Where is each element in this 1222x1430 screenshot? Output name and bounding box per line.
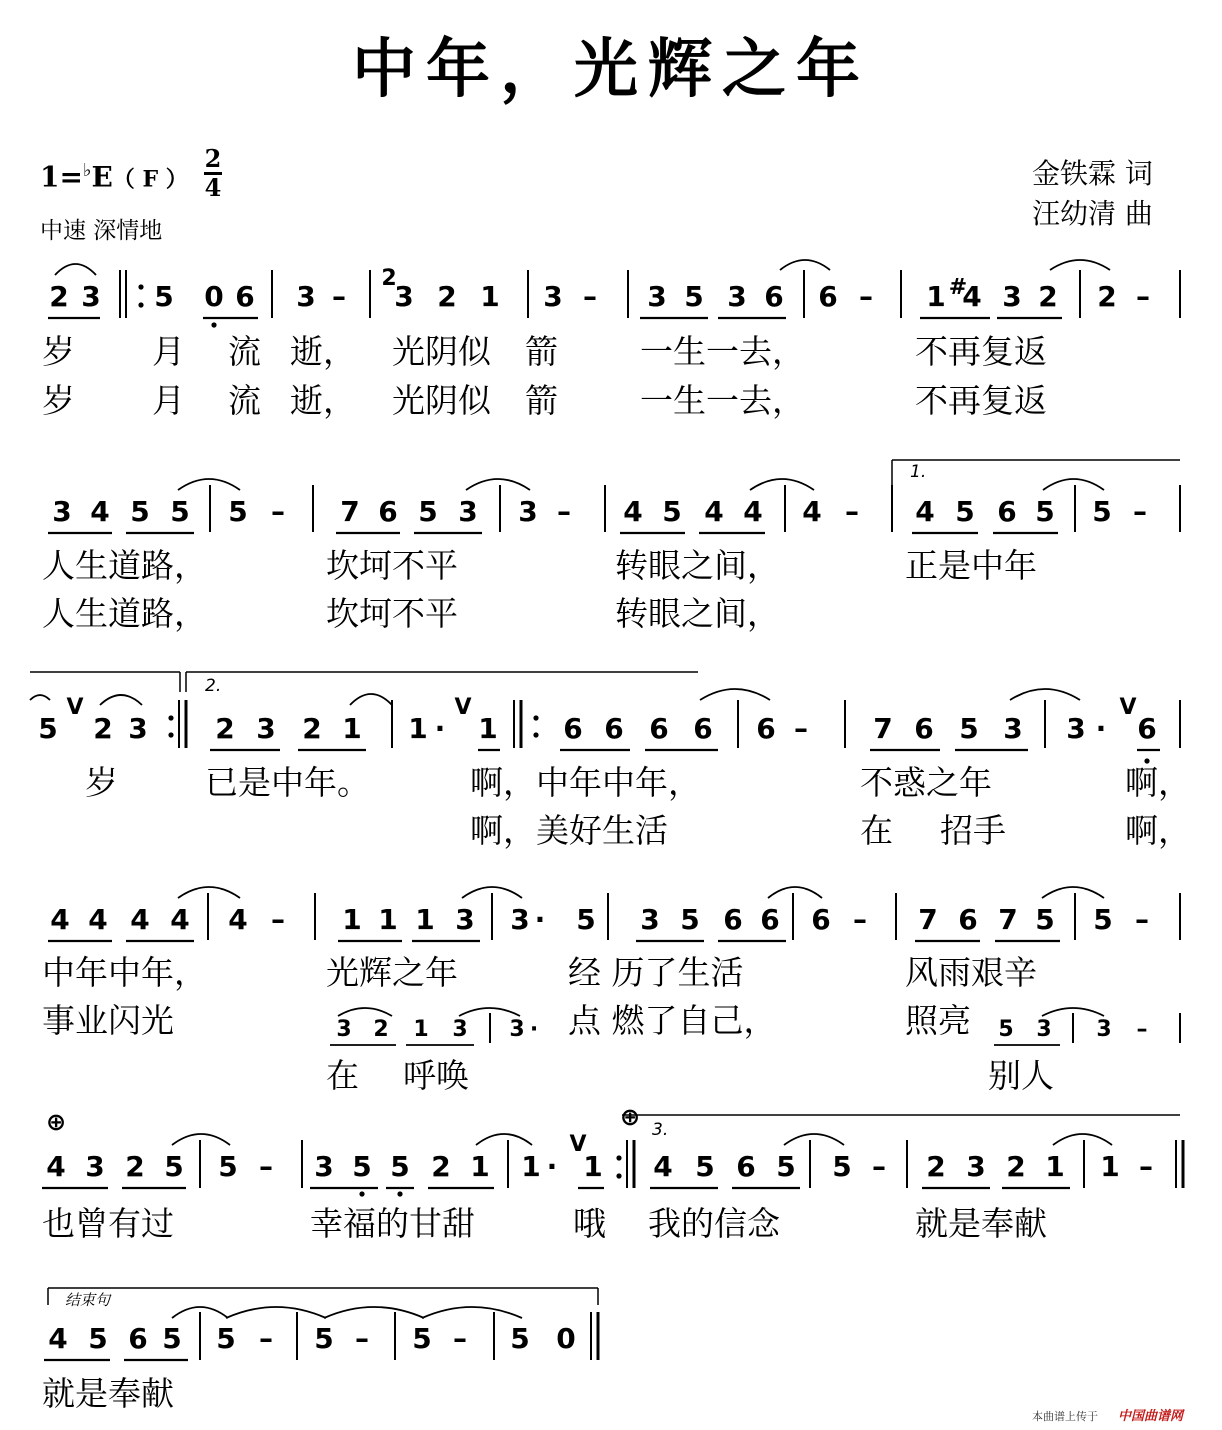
note: 2: [431, 1150, 451, 1183]
key-main: E: [91, 160, 113, 194]
note: 7: [998, 903, 1018, 936]
time-top: 2: [204, 144, 222, 173]
note: 3: [394, 280, 414, 313]
note: 5: [576, 903, 596, 936]
tie-arc: [1042, 887, 1104, 898]
composer: 汪幼清 曲: [1032, 197, 1153, 230]
note: 4: [48, 1322, 68, 1355]
note: 6: [128, 1322, 148, 1355]
note: –: [271, 495, 285, 528]
octave-dot: [359, 1191, 364, 1196]
volta-3-label: 3.: [652, 1120, 669, 1140]
note: –: [557, 495, 571, 528]
note: 6: [997, 495, 1017, 528]
repeat-dot: [168, 715, 173, 720]
note: 6: [764, 280, 784, 313]
note: –: [259, 1150, 273, 1183]
flat-sign: ♭: [82, 160, 92, 181]
note: 2: [926, 1150, 946, 1183]
note: 6: [693, 712, 713, 745]
note: 4: [623, 495, 643, 528]
note: 5: [170, 495, 190, 528]
lyric: 已是中年。: [205, 763, 370, 802]
note: 1: [342, 903, 362, 936]
note: 5: [510, 1322, 530, 1355]
note: 5: [88, 1322, 108, 1355]
lyric: 月: [152, 332, 185, 371]
alt-note: 3: [452, 1017, 468, 1042]
note: 6: [563, 712, 583, 745]
lyric: 不惑之年: [860, 763, 992, 802]
alt-note: 3: [509, 1017, 525, 1042]
lyric: 光辉之年: [326, 953, 458, 992]
note: 3: [1002, 280, 1022, 313]
note: 6: [811, 903, 831, 936]
repeat-dot: [533, 715, 538, 720]
note: 5: [776, 1150, 796, 1183]
octave-dot: [397, 1191, 402, 1196]
note: ·: [546, 1150, 558, 1183]
lyric: 不再复返: [915, 381, 1047, 420]
note: 5: [684, 280, 704, 313]
note: 6: [736, 1150, 756, 1183]
note: 3: [314, 1150, 334, 1183]
note: –: [453, 1322, 467, 1355]
alt-note: 3: [1096, 1017, 1112, 1042]
note: 6: [756, 712, 776, 745]
tie-arc: [1043, 479, 1104, 490]
lyric: 光阴似: [392, 381, 491, 420]
note: –: [872, 1150, 886, 1183]
note: 0: [204, 280, 224, 313]
note: 5: [314, 1322, 334, 1355]
time-change-top: 2: [381, 266, 397, 291]
repeat-dot: [616, 1173, 621, 1178]
lyric: 照亮: [905, 1001, 971, 1040]
note: –: [845, 495, 859, 528]
note: 6: [235, 280, 255, 313]
note: 4: [130, 903, 150, 936]
note: –: [859, 280, 873, 313]
lyric: 流: [228, 381, 261, 420]
note: 3: [81, 280, 101, 313]
tie-arc: [476, 1134, 532, 1145]
lyric: 箭: [525, 381, 558, 420]
repeat-dot: [168, 732, 173, 737]
alt-note: 5: [998, 1017, 1014, 1042]
note: 1: [408, 712, 428, 745]
note: 1: [583, 1150, 603, 1183]
tie-arc: [30, 695, 50, 700]
lyric: 岁: [42, 332, 75, 371]
note: –: [1136, 280, 1150, 313]
page-title: 中年，光辉之年: [352, 32, 870, 107]
note: –: [271, 903, 285, 936]
breath-mark: V: [454, 695, 472, 720]
lyric: 逝，: [290, 332, 356, 371]
note: 6: [914, 712, 934, 745]
note: 5: [412, 1322, 432, 1355]
note: 2: [1006, 1150, 1026, 1183]
alt-note: 3: [1036, 1017, 1052, 1042]
repeat-dot: [616, 1155, 621, 1160]
note: 2: [49, 280, 69, 313]
upload-text: 本曲谱上传于: [1032, 1410, 1098, 1423]
lyric: 转眼之间，: [615, 594, 780, 633]
note: 5: [130, 495, 150, 528]
repeat-dot: [138, 284, 143, 289]
note: 4: [653, 1150, 673, 1183]
lyric: 就是奉献: [915, 1204, 1047, 1243]
note: –: [853, 903, 867, 936]
tie-arc: [1050, 260, 1110, 270]
lyric: 转眼之间，: [615, 546, 780, 585]
lyric: 点 燃了自己，: [568, 1001, 777, 1040]
note: 5: [228, 495, 248, 528]
alt-note: –: [1136, 1017, 1148, 1042]
note: 5: [162, 1322, 182, 1355]
note: 3: [727, 280, 747, 313]
tie-arc: [768, 887, 822, 898]
note: 3: [128, 712, 148, 745]
note: 4: [915, 495, 935, 528]
volta-2-label: 2.: [205, 676, 222, 696]
lyric: 中年中年，: [42, 953, 207, 992]
note: 5: [1035, 903, 1055, 936]
note: 3: [647, 280, 667, 313]
note: –: [355, 1322, 369, 1355]
note: 7: [918, 903, 938, 936]
note: 3: [458, 495, 478, 528]
note: –: [1135, 903, 1149, 936]
note: 6: [649, 712, 669, 745]
note: 2: [1097, 280, 1117, 313]
octave-dot: [211, 322, 216, 327]
lyric: 人生道路，: [42, 546, 207, 585]
lyric: 事业闪光: [42, 1001, 174, 1040]
lyric: 风雨艰辛: [905, 953, 1037, 992]
note: 6: [723, 903, 743, 936]
note: 3: [510, 903, 530, 936]
site-logo: 中国曲谱网: [1118, 1409, 1184, 1424]
note: 5: [1035, 495, 1055, 528]
lyric: 就是奉献: [42, 1374, 174, 1413]
lyric: 箭: [525, 332, 558, 371]
tie-arc: [780, 260, 830, 270]
lyric: 逝，: [290, 381, 356, 420]
lyric: 一生一去，: [640, 332, 805, 371]
lyric: 月: [152, 381, 185, 420]
note: 5: [216, 1322, 236, 1355]
note: 3: [966, 1150, 986, 1183]
note: 2: [437, 280, 457, 313]
lyric: 坎坷不平: [326, 546, 458, 585]
note: 6: [604, 712, 624, 745]
note: 4: [228, 903, 248, 936]
note: 1: [926, 280, 946, 313]
note: 5: [352, 1150, 372, 1183]
tie-arc: [350, 694, 392, 705]
tie-arc: [466, 479, 530, 490]
lyric: 也曾有过: [42, 1204, 174, 1243]
tie-arc: [784, 1134, 844, 1145]
note: –: [259, 1322, 273, 1355]
lyric: 呼唤: [403, 1056, 469, 1095]
lyric: 别人: [988, 1056, 1054, 1095]
note: 4: [88, 903, 108, 936]
note: 6: [378, 495, 398, 528]
lyric: 一生一去，: [640, 381, 805, 420]
lyric: 幸福的甘甜: [310, 1204, 475, 1243]
lyric: 正是中年: [905, 546, 1037, 585]
ending-label: 结束句: [65, 1291, 111, 1309]
note: 1: [415, 903, 435, 936]
alt-note: ·: [529, 1017, 539, 1042]
note: 1: [470, 1150, 490, 1183]
alt-note: 2: [373, 1017, 389, 1042]
alt-note: 3: [336, 1017, 352, 1042]
note: ·: [1095, 712, 1107, 745]
note: 3: [256, 712, 276, 745]
tie-arc: [338, 1008, 392, 1016]
note: –: [583, 280, 597, 313]
note: 3: [52, 495, 72, 528]
lyric: 啊，: [1125, 763, 1191, 802]
note: 5: [418, 495, 438, 528]
note: 5: [662, 495, 682, 528]
repeat-dot: [533, 732, 538, 737]
note: –: [1139, 1150, 1153, 1183]
note: 3: [296, 280, 316, 313]
lyric: 不再复返: [915, 332, 1047, 371]
note: 3: [455, 903, 475, 936]
note: 3: [543, 280, 563, 313]
tie-arc: [700, 689, 770, 700]
tie-arc: [55, 264, 96, 275]
lyric: 坎坷不平: [326, 594, 458, 633]
note: 4: [170, 903, 190, 936]
key-prefix: 1=: [40, 160, 83, 194]
note: 5: [680, 903, 700, 936]
note: 7: [873, 712, 893, 745]
note: ·: [534, 903, 546, 936]
note: 0: [556, 1322, 576, 1355]
note: 6: [958, 903, 978, 936]
note: 5: [832, 1150, 852, 1183]
note: 1: [478, 712, 498, 745]
note: 4: [962, 280, 982, 313]
note: 1: [1100, 1150, 1120, 1183]
note: –: [332, 280, 346, 313]
lyric: 岁: [42, 381, 75, 420]
note: 1: [342, 712, 362, 745]
note: 2: [125, 1150, 145, 1183]
note: 2: [1038, 280, 1058, 313]
lyric: 经 历了生活: [568, 953, 744, 992]
lyric: 哦: [573, 1204, 606, 1243]
note: 4: [90, 495, 110, 528]
note: 5: [1093, 903, 1113, 936]
tie-arc: [1010, 689, 1080, 700]
note: 1: [480, 280, 500, 313]
lyric: 光阴似: [392, 332, 491, 371]
lyric: 人生道路，: [42, 594, 207, 633]
note: 7: [340, 495, 360, 528]
note: 4: [743, 495, 763, 528]
note: 1: [378, 903, 398, 936]
note: 5: [695, 1150, 715, 1183]
note: 6: [760, 903, 780, 936]
alt-note: 1: [413, 1017, 429, 1042]
note: 4: [704, 495, 724, 528]
note: 1: [521, 1150, 541, 1183]
note: 3: [518, 495, 538, 528]
note: 6: [1137, 712, 1157, 745]
note: 2: [93, 712, 113, 745]
note: 5: [38, 712, 58, 745]
note: 1: [1045, 1150, 1065, 1183]
tie-arc: [750, 479, 814, 490]
note: 5: [390, 1150, 410, 1183]
lyricist: 金铁霖 词: [1032, 157, 1153, 190]
note: ·: [434, 712, 446, 745]
coda-sign: ⊕: [619, 1103, 641, 1131]
key-alt: （ F ）: [112, 166, 188, 193]
note: 3: [1066, 712, 1086, 745]
lyric: 啊，美好生活: [470, 811, 668, 850]
tie-arc: [100, 695, 142, 705]
breath-mark: V: [1119, 695, 1137, 720]
lyric: 啊，中年中年，: [470, 763, 701, 802]
note: 6: [818, 280, 838, 313]
tie-arc: [422, 1307, 522, 1318]
note: 4: [50, 903, 70, 936]
note: –: [1133, 495, 1147, 528]
lyric: 在: [860, 811, 893, 850]
breath-mark: V: [569, 1132, 587, 1157]
tie-arc: [324, 1307, 424, 1318]
note: –: [794, 712, 808, 745]
note: 4: [802, 495, 822, 528]
note: 5: [959, 712, 979, 745]
coda-sign: ⊕: [45, 1108, 67, 1136]
note: 4: [46, 1150, 66, 1183]
tempo-marking: 中速 深情地: [40, 218, 163, 244]
sharp-sign: #: [948, 275, 968, 300]
note: 3: [85, 1150, 105, 1183]
lyric: 岁: [85, 763, 118, 802]
lyric: 在: [326, 1056, 359, 1095]
lyric: 招手: [940, 811, 1006, 850]
note: 3: [1003, 712, 1023, 745]
note: 5: [164, 1150, 184, 1183]
note: 5: [218, 1150, 238, 1183]
note: 3: [640, 903, 660, 936]
note: 2: [215, 712, 235, 745]
tie-arc: [1053, 1134, 1112, 1145]
lyric: 流: [228, 332, 261, 371]
time-bottom: 4: [204, 173, 222, 202]
note: 5: [1092, 495, 1112, 528]
tie-arc: [226, 1307, 326, 1318]
note: 5: [154, 280, 174, 313]
note: 5: [955, 495, 975, 528]
breath-mark: V: [66, 695, 84, 720]
repeat-dot: [138, 302, 143, 307]
volta-1-label: 1.: [910, 462, 927, 482]
note: 2: [302, 712, 322, 745]
lyric: 我的信念: [648, 1204, 780, 1243]
lyric: 啊，: [1125, 811, 1191, 850]
